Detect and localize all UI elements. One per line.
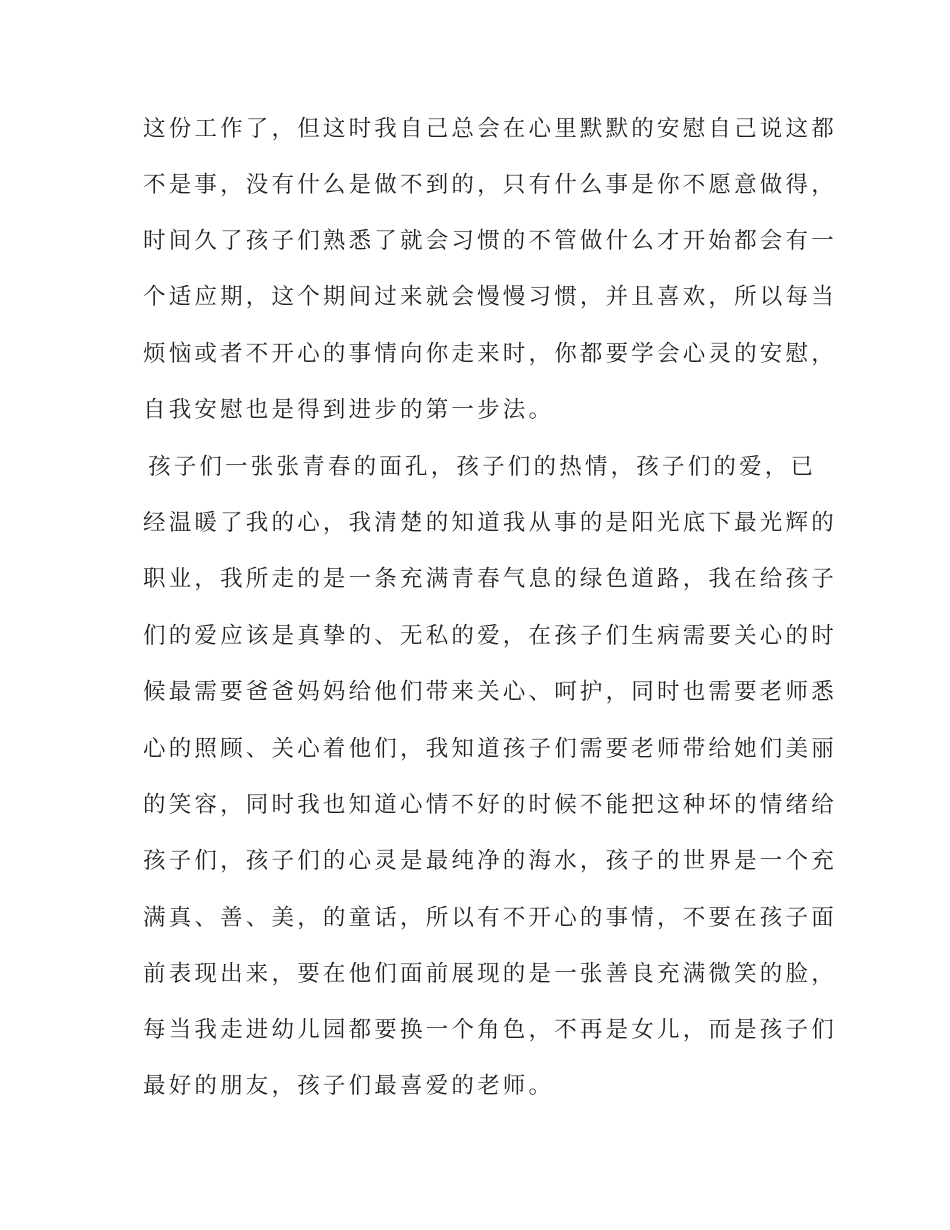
text-line: 满真、善、美，的童话，所以有不开心的事情，不要在孩子面 [143, 905, 837, 931]
text-line: 职业，我所走的是一条充满青春气息的绿色道路，我在给孩子 [143, 566, 837, 592]
text-line: 不是事，没有什么是做不到的，只有什么事是你不愿意做得， [143, 172, 837, 198]
text-line: 的笑容，同时我也知道心情不好的时候不能把这种坏的情绪给 [143, 792, 837, 818]
text-line: 孩子们，孩子们的心灵是最纯净的海水，孩子的世界是一个充 [143, 848, 837, 874]
text-line: 烦恼或者不开心的事情向你走来时，你都要学会心灵的安慰， [143, 341, 837, 367]
text-line: 们的爱应该是真挚的、无私的爱，在孩子们生病需要关心的时 [143, 623, 837, 649]
text-line: 前表现出来，要在他们面前展现的是一张善良充满微笑的脸， [143, 961, 837, 987]
text-line: 每当我走进幼儿园都要换一个角色，不再是女儿，而是孩子们 [143, 1017, 837, 1043]
text-line: 经温暖了我的心，我清楚的知道我从事的是阳光底下最光辉的 [143, 510, 837, 536]
text-line: 最好的朋友，孩子们最喜爱的老师。 [143, 1073, 555, 1099]
text-line: 这份工作了，但这时我自己总会在心里默默的安慰自己说这都 [143, 116, 837, 142]
text-line: 孩子们一张张青春的面孔，孩子们的热情，孩子们的爱，已 [148, 454, 817, 480]
text-line: 候最需要爸爸妈妈给他们带来关心、呵护，同时也需要老师悉 [143, 679, 837, 705]
text-line: 心的照顾、关心着他们，我知道孩子们需要老师带给她们美丽 [143, 736, 837, 762]
text-line: 个适应期，这个期间过来就会慢慢习惯，并且喜欢，所以每当 [143, 284, 837, 310]
text-line: 时间久了孩子们熟悉了就会习惯的不管做什么才开始都会有一 [143, 228, 837, 254]
text-line: 自我安慰也是得到进步的第一步法。 [143, 397, 555, 423]
